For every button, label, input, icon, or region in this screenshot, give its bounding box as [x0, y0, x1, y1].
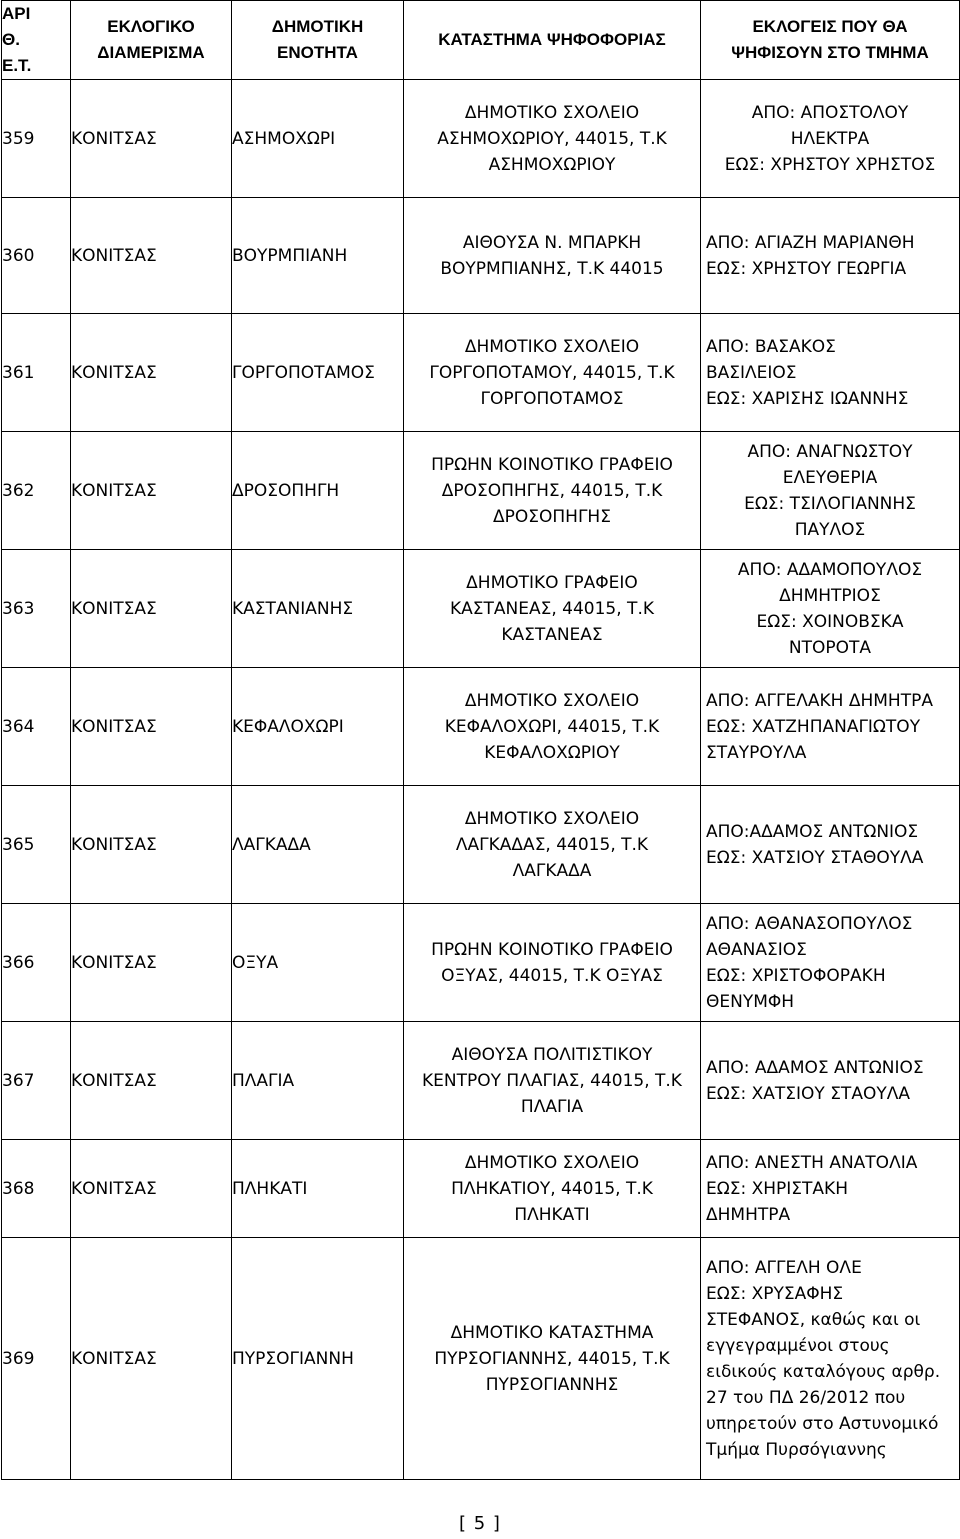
polling-station-cell: ΔΗΜΟΤΙΚΟ ΚΑΤΑΣΤΗΜΑ ΠΥΡΣΟΓΙΑΝΝΗΣ, 44015, Τ.Κ ΠΥΡΣΟΓΙΑΝΝΗΣ [404, 1238, 701, 1480]
row-number: 369 [2, 1238, 71, 1480]
header-voters: ΕΚΛΟΓΕΙΣ ΠΟΥ ΘΑ ΨΗΦΙΣΟΥΝ ΣΤΟ ΤΜΗΜΑ [701, 1, 960, 80]
electoral-district-cell: ΚΟΝΙΤΣΑΣ [71, 432, 232, 550]
polling-station-cell: ΠΡΩΗΝ ΚΟΙΝΟΤΙΚΟ ΓΡΑΦΕΙΟ ΔΡΟΣΟΠΗΓΗΣ, 44015, Τ.Κ ΔΡΟΣΟΠΗΓΗΣ [404, 432, 701, 550]
table-row [2, 668, 960, 786]
table-row [2, 904, 960, 1022]
table-row [2, 314, 960, 432]
table-row [2, 1238, 960, 1480]
voters-range-cell: ΑΠΟ: ΑΓΓΕΛΑΚΗ ΔΗΜΗΤΡΑ ΕΩΣ: ΧΑΤΖΗΠΑΝΑΓΙΩΤΟΥ ΣΤΑΥΡΟΥΛΑ [701, 668, 960, 786]
row-number: 368 [2, 1140, 71, 1238]
row-number: 364 [2, 668, 71, 786]
header-electoral-district: ΕΚΛΟΓΙΚΟ ΔΙΑΜΕΡΙΣΜΑ [71, 1, 232, 80]
row-number: 362 [2, 432, 71, 550]
polling-station-cell: ΔΗΜΟΤΙΚΟ ΣΧΟΛΕΙΟ ΓΟΡΓΟΠΟΤΑΜΟΥ, 44015, Τ.Κ ΓΟΡΓΟΠΟΤΑΜΟΣ [404, 314, 701, 432]
table-header-row [2, 1, 960, 80]
header-number: ΑΡΙ Θ. Ε.Τ. [2, 1, 71, 80]
polling-table [1, 0, 960, 1480]
municipal-unit-cell: ΔΡΟΣΟΠΗΓΗ [232, 432, 404, 550]
page-number: [ 5 ] [459, 1513, 501, 1534]
electoral-district-cell: ΚΟΝΙΤΣΑΣ [71, 550, 232, 668]
polling-station-cell: ΑΙΘΟΥΣΑ Ν. ΜΠΑΡΚΗ ΒΟΥΡΜΠΙΑΝΗΣ, Τ.Κ 44015 [404, 198, 701, 314]
table-row [2, 80, 960, 198]
municipal-unit-cell: ΒΟΥΡΜΠΙΑΝΗ [232, 198, 404, 314]
electoral-district-cell: ΚΟΝΙΤΣΑΣ [71, 668, 232, 786]
polling-station-cell: ΔΗΜΟΤΙΚΟ ΣΧΟΛΕΙΟ ΚΕΦΑΛΟΧΩΡΙ, 44015, Τ.Κ ΚΕΦΑΛΟΧΩΡΙΟΥ [404, 668, 701, 786]
row-number: 363 [2, 550, 71, 668]
row-number: 361 [2, 314, 71, 432]
voters-range-cell: ΑΠΟ: ΑΓΓΕΛΗ ΟΛΕ ΕΩΣ: ΧΡΥΣΑΦΗΣ ΣΤΕΦΑΝΟΣ, καθώς και οι εγγεγραμμένοι στους ειδικούς καταλόγους αρθρ. 27 του ΠΔ 26/2012 που υπηρετούν στο Αστυνομικό Τμήμα Πυρσόγιαννης [701, 1238, 960, 1480]
table-row [2, 1022, 960, 1140]
electoral-district-cell: ΚΟΝΙΤΣΑΣ [71, 904, 232, 1022]
electoral-district-cell: ΚΟΝΙΤΣΑΣ [71, 1140, 232, 1238]
municipal-unit-cell: ΛΑΓΚΑΔΑ [232, 786, 404, 904]
municipal-unit-cell: ΟΞΥΑ [232, 904, 404, 1022]
table-row [2, 198, 960, 314]
polling-station-cell: ΔΗΜΟΤΙΚΟ ΣΧΟΛΕΙΟ ΠΛΗΚΑΤΙΟΥ, 44015, Τ.Κ ΠΛΗΚΑΤΙ [404, 1140, 701, 1238]
municipal-unit-cell: ΠΛΗΚΑΤΙ [232, 1140, 404, 1238]
table-row [2, 432, 960, 550]
row-number: 365 [2, 786, 71, 904]
table-row [2, 550, 960, 668]
polling-station-cell: ΑΙΘΟΥΣΑ ΠΟΛΙΤΙΣΤΙΚΟΥ ΚΕΝΤΡΟΥ ΠΛΑΓΙΑΣ, 44015, Τ.Κ ΠΛΑΓΙΑ [404, 1022, 701, 1140]
municipal-unit-cell: ΚΑΣΤΑΝΙΑΝΗΣ [232, 550, 404, 668]
electoral-district-cell: ΚΟΝΙΤΣΑΣ [71, 198, 232, 314]
polling-station-cell: ΔΗΜΟΤΙΚΟ ΣΧΟΛΕΙΟ ΛΑΓΚΑΔΑΣ, 44015, Τ.Κ ΛΑΓΚΑΔΑ [404, 786, 701, 904]
row-number: 360 [2, 198, 71, 314]
electoral-district-cell: ΚΟΝΙΤΣΑΣ [71, 786, 232, 904]
row-number: 366 [2, 904, 71, 1022]
voters-range-cell: ΑΠΟ: ΑΔΑΜΟΠΟΥΛΟΣ ΔΗΜΗΤΡΙΟΣ ΕΩΣ: ΧΟΙΝΟΒΣΚΑ ΝΤΟΡΟΤΑ [701, 550, 960, 668]
municipal-unit-cell: ΠΥΡΣΟΓΙΑΝΝΗ [232, 1238, 404, 1480]
voters-range-cell: ΑΠΟ: ΑΔΑΜΟΣ ΑΝΤΩΝΙΟΣ ΕΩΣ: ΧΑΤΣΙΟΥ ΣΤΑΟΥΛΑ [701, 1022, 960, 1140]
voters-range-cell: ΑΠΟ: ΑΓΙΑΖΗ ΜΑΡΙΑΝΘΗ ΕΩΣ: ΧΡΗΣΤΟΥ ΓΕΩΡΓΙΑ [701, 198, 960, 314]
voters-range-cell: ΑΠΟ: ΑΝΕΣΤΗ ΑΝΑΤΟΛΙΑ ΕΩΣ: ΧΗΡΙΣΤΑΚΗ ΔΗΜΗΤΡΑ [701, 1140, 960, 1238]
electoral-district-cell: ΚΟΝΙΤΣΑΣ [71, 1238, 232, 1480]
municipal-unit-cell: ΓΟΡΓΟΠΟΤΑΜΟΣ [232, 314, 404, 432]
voters-range-cell: ΑΠΟ: ΒΑΣΑΚΟΣ ΒΑΣΙΛΕΙΟΣ ΕΩΣ: ΧΑΡΙΣΗΣ ΙΩΑΝΝΗΣ [701, 314, 960, 432]
polling-station-cell: ΔΗΜΟΤΙΚΟ ΓΡΑΦΕΙΟ ΚΑΣΤΑΝΕΑΣ, 44015, Τ.Κ ΚΑΣΤΑΝΕΑΣ [404, 550, 701, 668]
voters-range-cell: ΑΠΟ:ΑΔΑΜΟΣ ΑΝΤΩΝΙΟΣ ΕΩΣ: ΧΑΤΣΙΟΥ ΣΤΑΘΟΥΛΑ [701, 786, 960, 904]
polling-station-cell: ΔΗΜΟΤΙΚΟ ΣΧΟΛΕΙΟ ΑΣΗΜΟΧΩΡΙΟΥ, 44015, Τ.Κ ΑΣΗΜΟΧΩΡΙΟΥ [404, 80, 701, 198]
electoral-district-cell: ΚΟΝΙΤΣΑΣ [71, 1022, 232, 1140]
voters-range-cell: ΑΠΟ: ΑΘΑΝΑΣΟΠΟΥΛΟΣ ΑΘΑΝΑΣΙΟΣ ΕΩΣ: ΧΡΙΣΤΟΦΟΡΑΚΗ ΘΕΝΥΜΦΗ [701, 904, 960, 1022]
header-polling-station: ΚΑΤΑΣΤΗΜΑ ΨΗΦΟΦΟΡΙΑΣ [404, 1, 701, 80]
polling-station-cell: ΠΡΩΗΝ ΚΟΙΝΟΤΙΚΟ ΓΡΑΦΕΙΟ ΟΞΥΑΣ, 44015, Τ.Κ ΟΞΥΑΣ [404, 904, 701, 1022]
municipal-unit-cell: ΚΕΦΑΛΟΧΩΡΙ [232, 668, 404, 786]
header-municipal-unit: ΔΗΜΟΤΙΚΗ ΕΝΟΤΗΤΑ [232, 1, 404, 80]
row-number: 359 [2, 80, 71, 198]
municipal-unit-cell: ΑΣΗΜΟΧΩΡΙ [232, 80, 404, 198]
voters-range-cell: ΑΠΟ: ΑΝΑΓΝΩΣΤΟΥ ΕΛΕΥΘΕΡΙΑ ΕΩΣ: ΤΣΙΛΟΓΙΑΝΝΗΣ ΠΑΥΛΟΣ [701, 432, 960, 550]
voters-range-cell: ΑΠΟ: ΑΠΟΣΤΟΛΟΥ ΗΛΕΚΤΡΑ ΕΩΣ: ΧΡΗΣΤΟΥ ΧΡΗΣΤΟΣ [701, 80, 960, 198]
row-number: 367 [2, 1022, 71, 1140]
electoral-district-cell: ΚΟΝΙΤΣΑΣ [71, 314, 232, 432]
municipal-unit-cell: ΠΛΑΓΙΑ [232, 1022, 404, 1140]
electoral-district-cell: ΚΟΝΙΤΣΑΣ [71, 80, 232, 198]
table-row [2, 786, 960, 904]
table-row [2, 1140, 960, 1238]
